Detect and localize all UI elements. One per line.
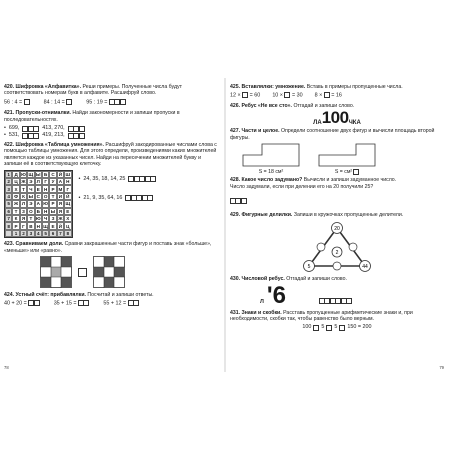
grid-cell: Т xyxy=(27,215,34,222)
grid-cell: Ж xyxy=(21,179,26,185)
grid-cell: Ф xyxy=(14,194,19,200)
task-428: 428. Какое число задумано? Вычисли и запиши задуманное число. xyxy=(230,177,397,184)
answer-box[interactable] xyxy=(313,325,319,331)
grid-cell: Б xyxy=(42,171,49,178)
task-427: 427. Части и целое. Определи соотношение двух фигур и вычисли площадь второй фигуры. xyxy=(230,128,435,141)
answer-box[interactable] xyxy=(353,169,359,175)
task-424-examples: 40 + 20 = 35 + 15 = 55 + 12 = xyxy=(4,300,218,307)
task-428-question: Число задумали, если при делении его на 20 получили 25? xyxy=(230,184,374,191)
grid-cell: 8 xyxy=(64,230,71,237)
grid-cell: 8 xyxy=(5,222,12,229)
grid-cell: К xyxy=(12,215,19,222)
answer-box[interactable] xyxy=(66,99,72,105)
grid-cell: А xyxy=(35,200,42,207)
grid-cell: 3 xyxy=(5,185,12,192)
right-number: 44 xyxy=(362,264,368,271)
left-number: 5 xyxy=(307,264,311,271)
right-page xyxy=(226,78,448,372)
grid-cell: С xyxy=(35,193,42,200)
grid-cell: 1 xyxy=(12,230,19,237)
grid-cell: Ю xyxy=(21,171,26,177)
grid-cell: З xyxy=(20,208,27,215)
grid-cell: Л xyxy=(35,178,42,185)
task-423: 423. Сравниваем доли. Сравни закрашенные части фигур и поставь знак «больше», «меньше» или «равно». xyxy=(4,241,212,254)
grid-cell: Ш xyxy=(65,171,71,177)
answer-boxes[interactable] xyxy=(230,198,247,204)
grid-cell: К xyxy=(20,193,27,200)
task-420: 420. Шифровка «Алфавитка». Реши примеры. Полученные числа будут соответствовать номерам букв в алфавите. Расшифруй слово. xyxy=(4,84,182,97)
task-420-examples: 56 : 4 = 84 : 14 = 95 : 19 = xyxy=(4,99,218,106)
grid-cell: Р xyxy=(12,222,19,229)
grid-cell: Э xyxy=(27,200,34,207)
number-rebus: Л '6 xyxy=(260,285,444,307)
area-label-1: S = 18 см² xyxy=(258,169,284,176)
grid-cell: Т xyxy=(20,185,27,192)
grid-cell: Ы xyxy=(36,171,41,177)
grid-cell: 4 xyxy=(5,193,12,200)
grid-cell: О xyxy=(43,194,48,200)
grid-cell xyxy=(5,230,12,237)
grid-cell: 5 xyxy=(5,200,12,207)
grid-cell: С xyxy=(49,171,56,178)
grid-cell: Т xyxy=(49,193,56,200)
grid-cell: Р xyxy=(49,185,56,192)
triangle-divisor-puzzle xyxy=(299,220,375,274)
grid-cell: Н xyxy=(64,178,71,185)
compare-sign-box[interactable] xyxy=(78,268,87,277)
task-431: 431. Знаки и скобки. Расставь пропущенные арифметические знаки и, при необходимости, скобки так, чтобы равенство было верным. xyxy=(230,309,413,323)
grid-cell: Й xyxy=(57,222,64,229)
shape-1 xyxy=(242,143,300,167)
grid-cell: Х xyxy=(12,185,19,192)
grid-cell: И xyxy=(57,193,64,200)
grid-cell: Т xyxy=(12,208,19,215)
grid-cell: Р xyxy=(49,200,56,207)
grid-cell: Я xyxy=(57,200,64,207)
grid-cell: Ж xyxy=(14,201,19,207)
grid-cell: Б xyxy=(35,208,42,215)
grid-cell: Э xyxy=(27,178,34,185)
grid-cell: Ю xyxy=(35,216,41,222)
grid-cell: Г xyxy=(20,222,27,229)
grid-cell: Н xyxy=(35,222,42,229)
grid-cell: 4 xyxy=(35,230,42,237)
grid-cell: Ч xyxy=(27,185,34,192)
grid-cell: Щ xyxy=(65,201,71,207)
grid-cell: А xyxy=(57,178,64,185)
task-430: 430. Числовой ребус. Отгадай и запиши слово. xyxy=(230,276,347,283)
task-426: 426. Ребус «Не все сто». Отгадай и запиши слово. xyxy=(230,102,355,109)
sequence-2: • 531, 419, 213, xyxy=(4,132,218,139)
task-425-examples: 12 × = 60 10 × = 30 8 × = 16 xyxy=(230,92,342,99)
grid-cell: 7 xyxy=(57,230,64,237)
grid-cell: Н xyxy=(42,208,49,215)
grid-cell: Я xyxy=(57,208,64,215)
grid-cell: В xyxy=(27,222,34,229)
task-425: 425. Вставлялки: умножение. Вставь в примеры пропущенные числа. xyxy=(230,84,403,90)
grid-cell: 7 xyxy=(5,215,12,222)
grid-cell: З xyxy=(49,215,56,222)
rebus-ne-vse-sto: ЛА 100 ЧКА xyxy=(313,108,361,128)
center-number: 2 xyxy=(335,250,339,257)
task-431-expression: 100 5 5 150 = 200 xyxy=(302,324,372,331)
shaded-figure-left xyxy=(40,256,72,288)
sequence-1: • 699, 413, 270, xyxy=(4,125,218,132)
empty-circle[interactable] xyxy=(317,243,325,251)
shape-2 xyxy=(318,143,376,167)
task-422: 422. Шифровка «Таблица умножения». Расшифруй закодированные числами слова с помощью таблицы умножения. Для этого определи, произведениями каких множителей является каждое из указанных чисел. Найди на пересечении множителей букву и запиши её в соответствующую клеточку. xyxy=(4,142,217,168)
grid-cell: Ц xyxy=(12,178,19,185)
answer-box[interactable] xyxy=(324,92,330,98)
grid-cell: Я xyxy=(20,215,27,222)
grid-cell: 5 xyxy=(42,230,49,237)
grid-cell: М xyxy=(58,186,63,192)
answer-box[interactable] xyxy=(24,99,30,105)
grid-cell: Н xyxy=(42,185,49,192)
empty-circle[interactable] xyxy=(349,243,357,251)
cipher-word-1: • 24, 35, 18, 14, 25 xyxy=(79,176,156,183)
grid-cell: Й xyxy=(57,171,64,178)
grid-cell: 6 xyxy=(49,230,56,237)
grid-cell: Ю xyxy=(43,201,49,207)
grid-cell: Щ xyxy=(43,223,48,229)
task-424: 424. Устный счёт: прибавлялки. Посчитай и запиши ответы. xyxy=(4,292,154,298)
grid-cell: 6 xyxy=(5,208,12,215)
answer-box[interactable] xyxy=(242,92,248,98)
grid-cell: Ы xyxy=(28,194,34,200)
empty-circle[interactable] xyxy=(333,262,341,270)
page-number: 78 xyxy=(4,365,9,370)
grid-cell: 1 xyxy=(5,171,12,178)
grid-cell: Е xyxy=(64,208,71,215)
grid-cell: Г xyxy=(42,178,49,185)
grid-cell: Й xyxy=(64,193,71,200)
answer-box[interactable] xyxy=(339,325,345,331)
area-label-2: S = см² xyxy=(335,169,359,175)
grid-cell: Ч xyxy=(42,215,49,222)
grid-cell: Ы xyxy=(50,208,56,214)
grid-cell: Ж xyxy=(58,216,63,222)
shaded-figure-right xyxy=(93,256,125,288)
grid-cell: О xyxy=(29,208,33,214)
left-page xyxy=(0,78,222,372)
grid-cell: У xyxy=(49,178,56,185)
grid-cell: Щ xyxy=(28,171,34,177)
grid-cell: 2 xyxy=(5,178,12,185)
grid-cell: Е xyxy=(35,185,42,192)
grid-cell: Е xyxy=(49,222,56,229)
page-number: 79 xyxy=(439,365,444,370)
grid-cell: Ц xyxy=(64,222,71,229)
top-number: 20 xyxy=(334,226,340,233)
grid-cell: 2 xyxy=(20,230,27,237)
task-429: 429. Фигурные делилки. Запиши в кружочках пропущенные делители. xyxy=(230,211,404,218)
task-421: 421. Пропуски-отнималки. Найди закономерности и запиши пропуски в последовательностях. xyxy=(4,110,180,123)
grid-cell: Г xyxy=(64,185,71,192)
grid-cell: Д xyxy=(12,171,19,178)
grid-cell: Л xyxy=(20,200,27,207)
answer-box[interactable] xyxy=(326,325,332,331)
multiplication-cipher-grid xyxy=(4,170,73,239)
grid-cell: Х xyxy=(64,215,71,222)
answer-box[interactable] xyxy=(284,92,290,98)
cipher-word-2: • 21, 9, 35, 64, 16 xyxy=(79,195,156,202)
grid-cell: 3 xyxy=(27,230,34,237)
fraction-compare xyxy=(40,256,218,288)
